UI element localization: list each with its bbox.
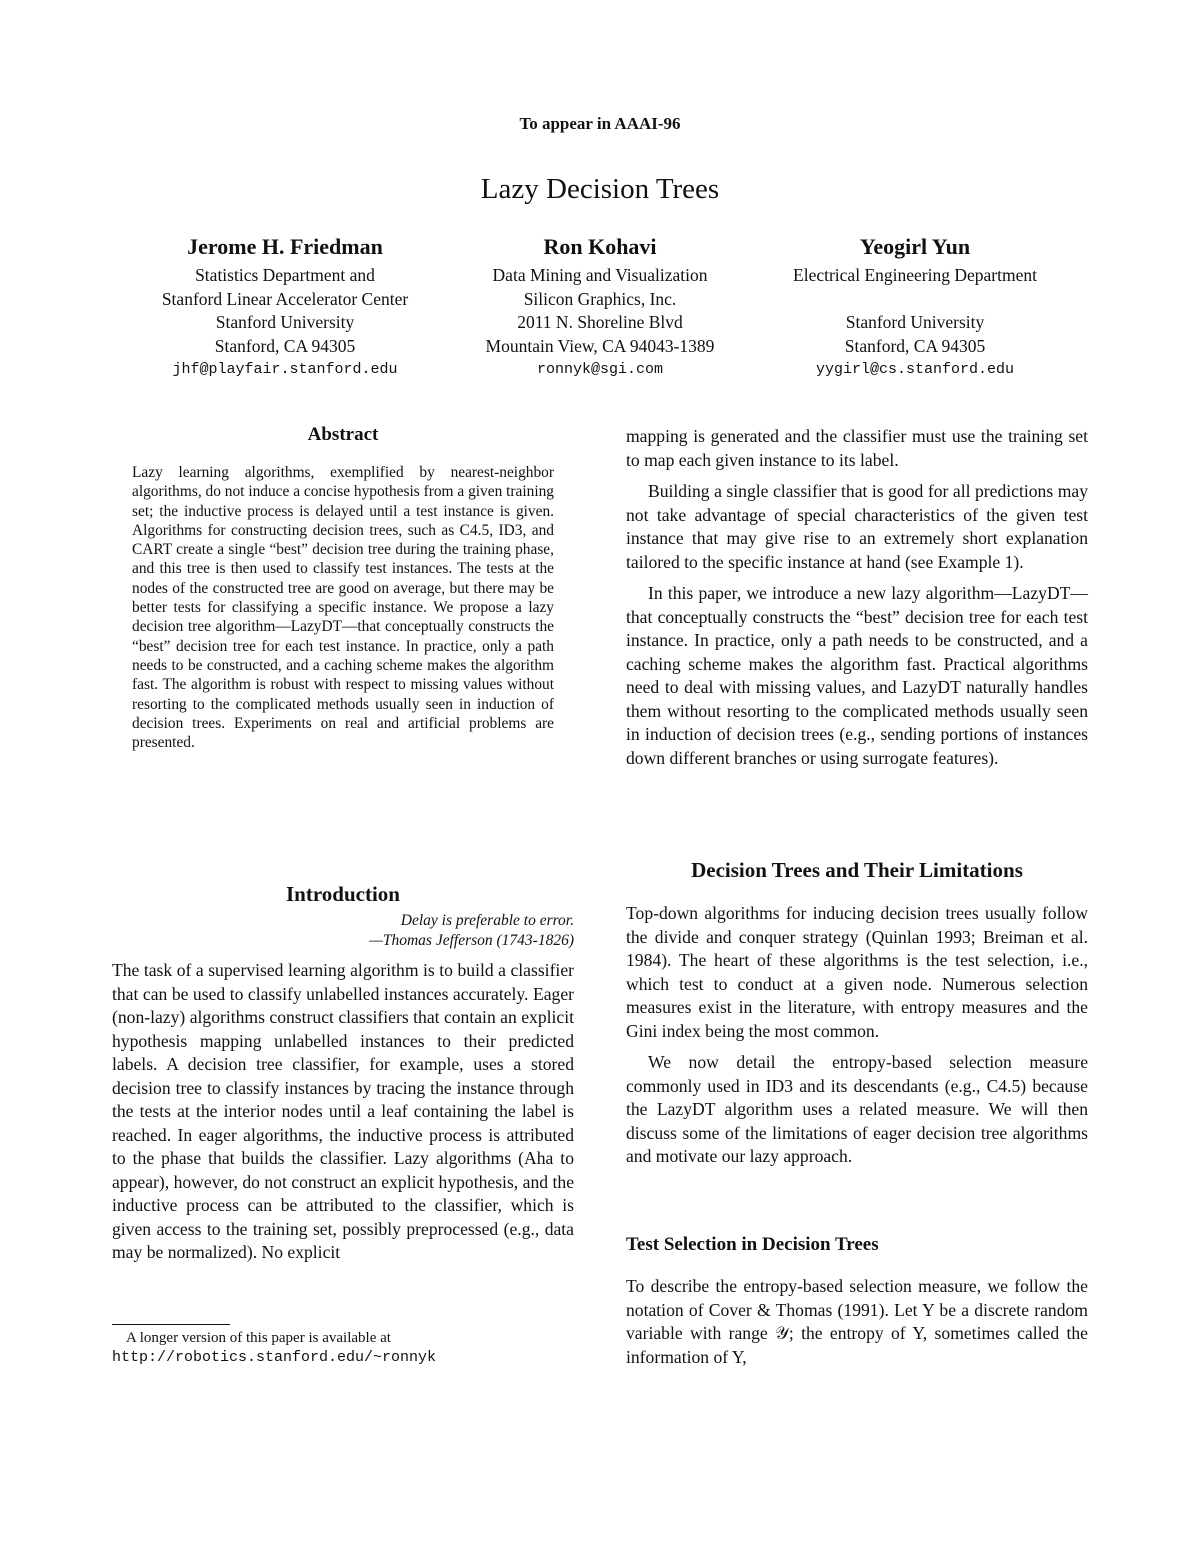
venue-line: To appear in AAAI-96 (519, 114, 681, 133)
author-email: yygirl@cs.stanford.edu (815, 361, 1015, 378)
paragraph: Building a single classifier that is good for all predictions may not take advantage of special characteristics of the given test instance that may give rise to an extremely short explanation tailored to the specific instance at hand (see Example 1). (626, 481, 1088, 572)
epigraph-quote: Delay is preferable to error. (400, 912, 574, 929)
section-text (626, 902, 1088, 1177)
author-name: Jerome H. Friedman (187, 234, 383, 259)
subsection-text (626, 1275, 1088, 1377)
author-affiliation-line: Stanford, CA 94305 (214, 335, 356, 356)
footnote-url: http://robotics.stanford.edu/~ronnyk (112, 1349, 437, 1366)
author-affiliation-line: Stanford Linear Accelerator Center (161, 288, 409, 309)
author-affiliation-line: Mountain View, CA 94043-1389 (485, 335, 715, 356)
introduction-text: The task of a supervised learning algorithm is to build a classifier that can be used to classify unlabelled instances accurately. Eager (non-lazy) algorithms construct classifiers that contain an explicit hypothesis mapping unlabelled instances to their predicted labels. A decision tree classifier, for example, uses a stored decision tree to classify instances by tracing the instance through the tests at the interior nodes until a leaf containing the label is reached. In eager algorithms, the inductive process is attributed to the phase that builds the classifier. Lazy algorithms (Aha to appear), however, do not construct an explicit hypothesis, and the inductive process can be attributed to the classifier, which is given access to the training set, possibly preprocessed (e.g., data may be normalized). No explicit (112, 960, 574, 1262)
footnote-rule (112, 1324, 230, 1325)
introduction-heading: Introduction (286, 882, 400, 906)
author-affiliation-line: Data Mining and Visualization (492, 265, 708, 285)
author-affiliation-line: Silicon Graphics, Inc. (523, 288, 677, 309)
author-affiliation-line: Electrical Engineering Department (793, 265, 1037, 285)
paragraph: We now detail the entropy-based selection measure commonly used in ID3 and its descendants (e.g., C4.5) because the LazyDT algorithm uses a related measure. We will then discuss some of the limitations of eager decision tree algorithms and motivate our lazy approach. (626, 1052, 1088, 1166)
epigraph-author: —Thomas Jefferson (1743-1826) (369, 932, 574, 949)
author-name: Yeogirl Yun (859, 234, 971, 259)
epigraph (112, 911, 574, 951)
abstract-text: Lazy learning algorithms, exemplified by nearest-neighbor algorithms, do not induce a concise hypothesis from a given training set; the inductive process is delayed until a test instance is given. Algorithms for constructing decision trees, such as C4.5, ID3, and CART create a single “best” decision tree during the training phase, and this tree is then used to classify test instances. The tests at the nodes of the constructed tree are good on average, but there may be better tests for classifying a specific instance. We propose a lazy decision tree algorithm—LazyDT—that conceptually constructs the “best” decision tree for each test instance. In practice, only a path needs to be constructed, and a caching scheme makes the algorithm fast. The algorithm is robust with respect to missing values without resorting to the complicated methods usually seen in induction of decision trees. Experiments on real and artificial problems are presented. (132, 464, 554, 752)
paragraph: mapping is generated and the classifier must use the training set to map each given instance to its label. (626, 426, 1088, 470)
author-email: jhf@playfair.stanford.edu (172, 361, 398, 378)
right-column-text (626, 425, 1088, 778)
paper-title: Lazy Decision Trees (480, 173, 720, 205)
abstract-heading: Abstract (307, 424, 379, 445)
author-block (430, 232, 770, 382)
author-affiliation-line: Stanford, CA 94305 (844, 335, 986, 356)
subsection-heading: Test Selection in Decision Trees (626, 1234, 879, 1255)
author-block (115, 232, 455, 382)
footnote (112, 1328, 574, 1368)
author-block (745, 232, 1085, 382)
paragraph: In this paper, we introduce a new lazy algorithm—LazyDT—that conceptually constructs the “best” decision tree for each test instance. In practice, only a path needs to be constructed, and a caching scheme makes the algorithm fast. Practical algorithms need to deal with missing values, and LazyDT naturally handles them without resorting to the complicated methods usually seen in induction of decision trees (e.g., sending portions of instances down different branches or using surrogate features). (626, 583, 1088, 768)
footnote-text: A longer version of this paper is available at (126, 1330, 391, 1346)
author-affiliation-line (745, 288, 1085, 312)
paragraph: Top-down algorithms for inducing decision trees usually follow the divide and conquer strategy (Quinlan 1993; Breiman et al. 1984). The heart of these algorithms is the test selection, i.e., which test to conduct at a given node. Numerous selection measures exist in the literature, with entropy measures and the Gini index being the most common. (626, 903, 1088, 1041)
author-affiliation-line: Stanford University (215, 312, 355, 332)
section-heading: Decision Trees and Their Limitations (691, 858, 1023, 882)
author-email: ronnyk@sgi.com (536, 361, 664, 378)
author-affiliation-line: Statistics Department and (195, 265, 375, 285)
author-affiliation-line: 2011 N. Shoreline Blvd (517, 312, 683, 332)
paragraph: To describe the entropy-based selection measure, we follow the notation of Cover & Thomas (1991). Let Y be a discrete random variable with range 𝒴; the entropy of Y, sometimes called the information of Y, (626, 1276, 1088, 1367)
author-name: Ron Kohavi (543, 234, 657, 259)
author-affiliation-line: Stanford University (845, 312, 985, 332)
